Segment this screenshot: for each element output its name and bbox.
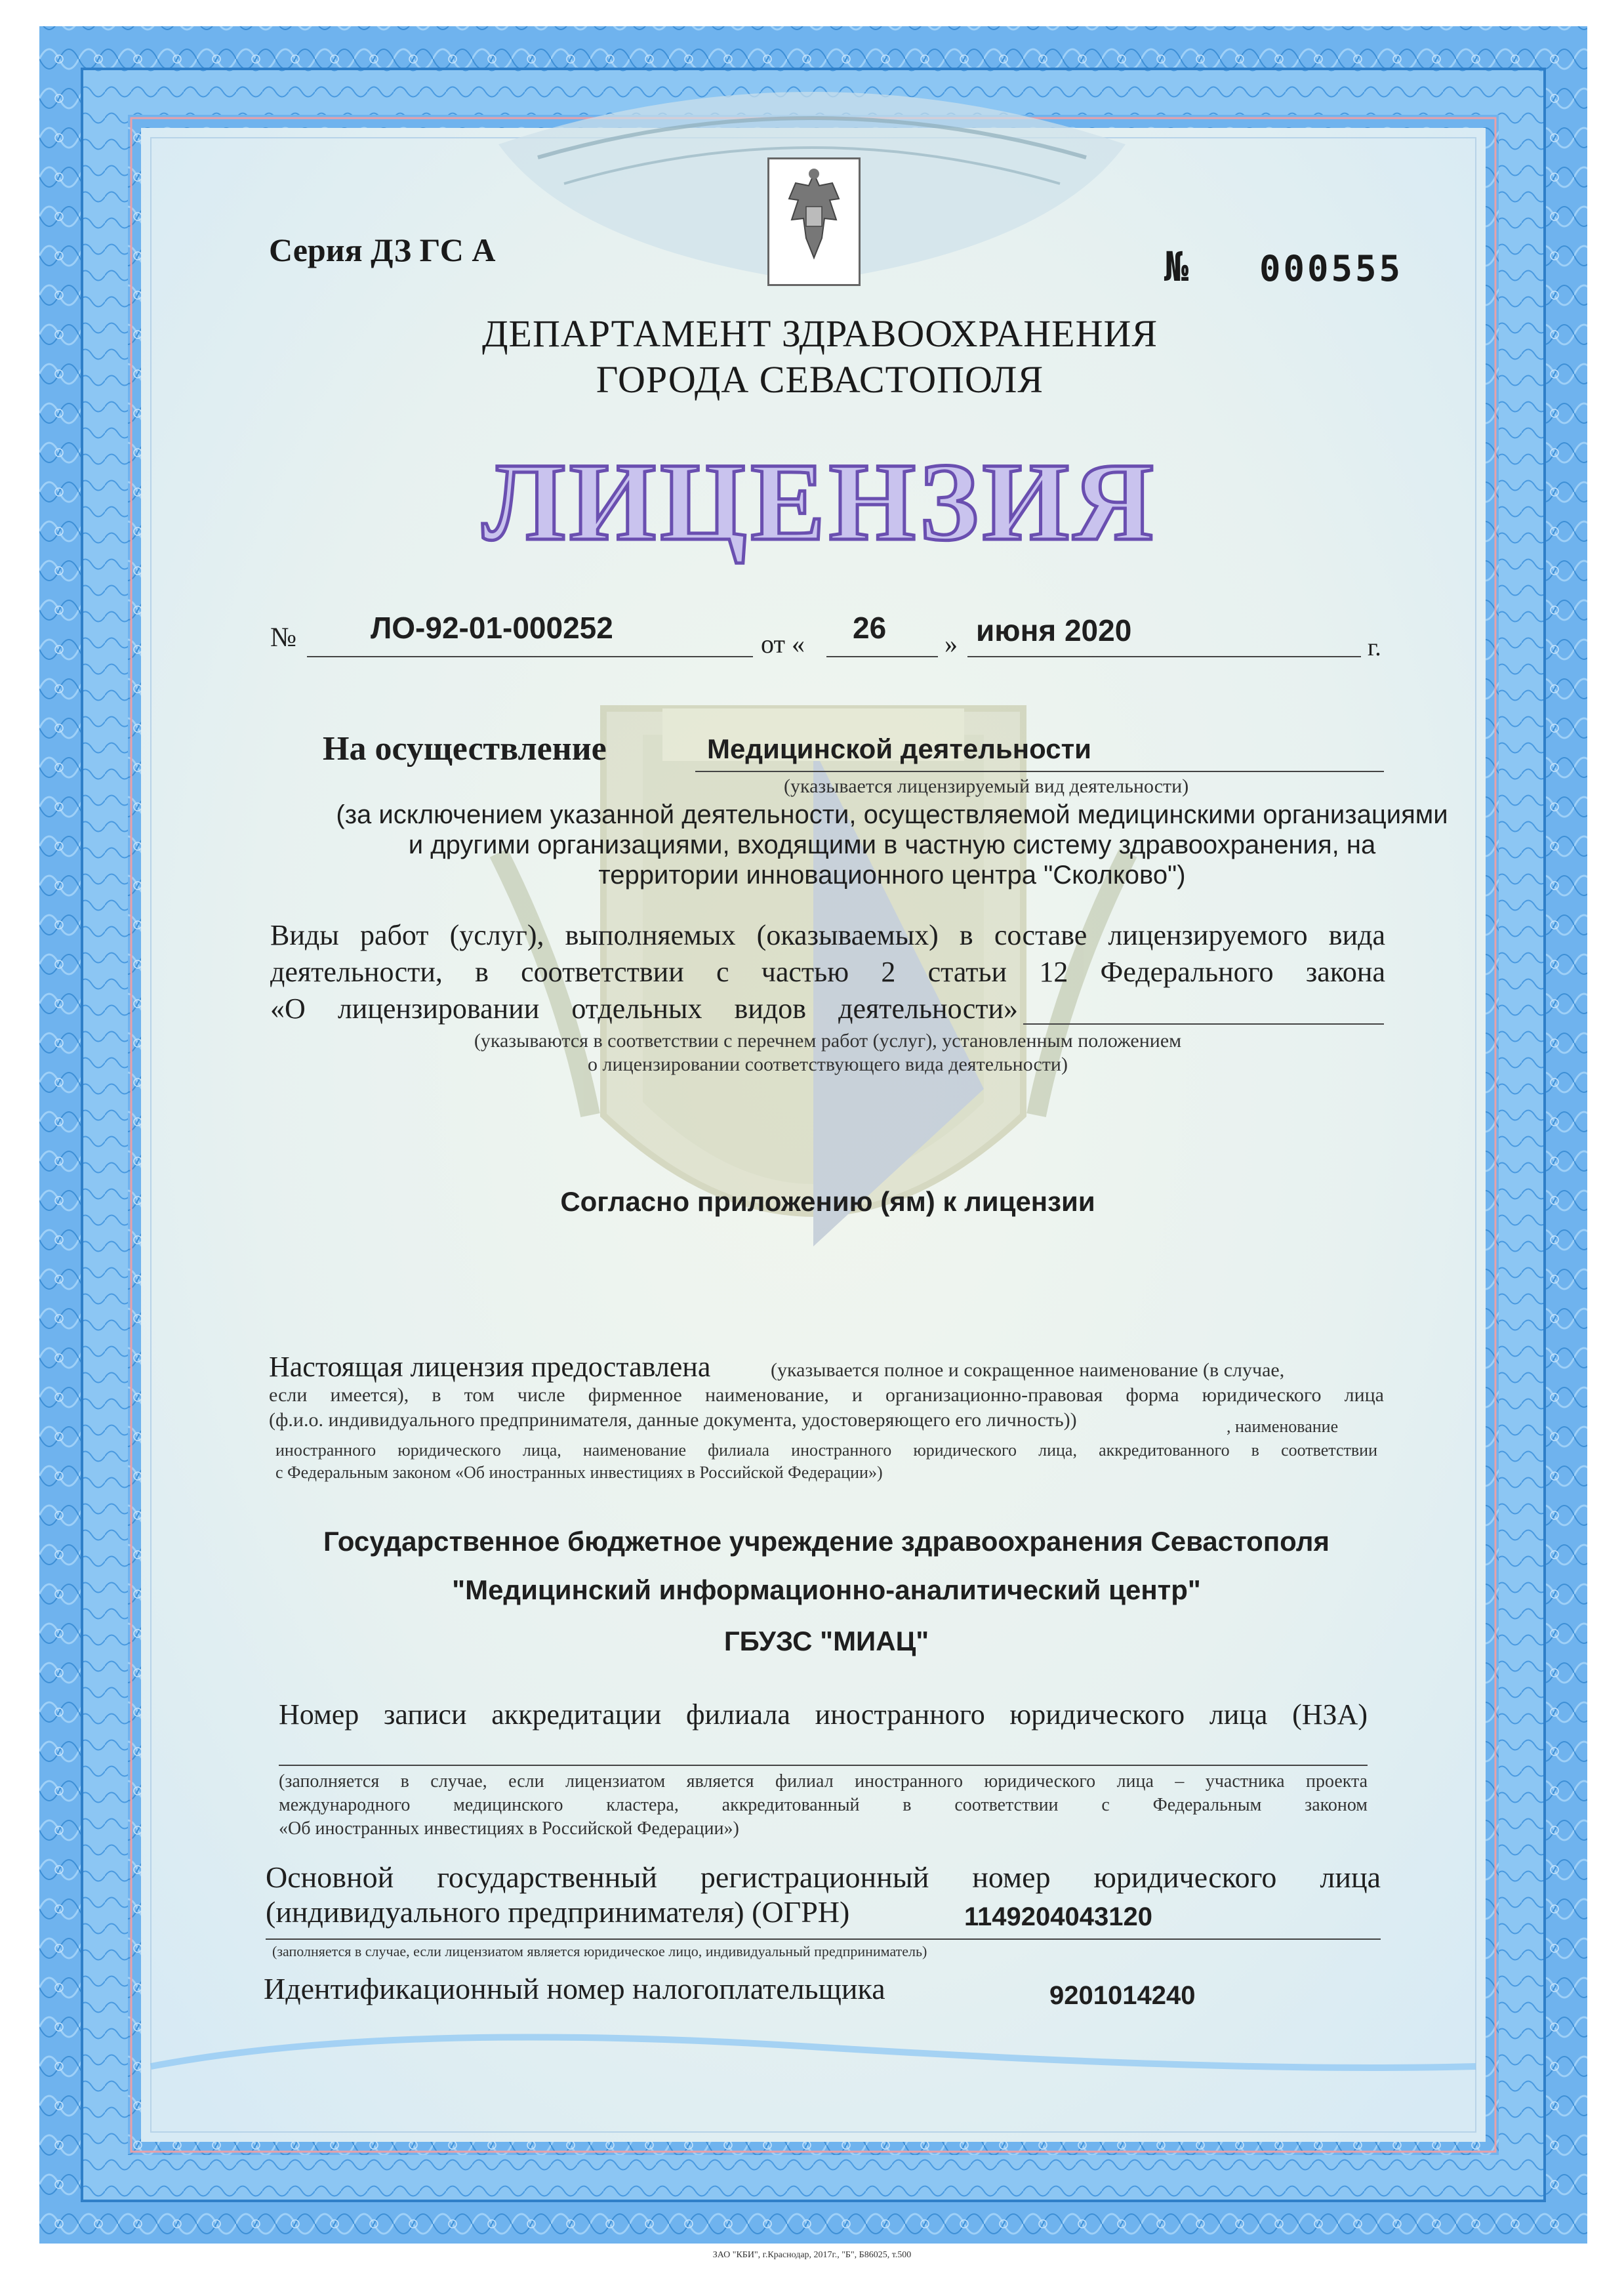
form-number: 000555 [1259, 248, 1404, 289]
license-date-line [967, 656, 1361, 657]
license-month-year: июня 2020 [976, 613, 1132, 647]
inn-label: Идентификационный номер налогоплательщика [264, 1972, 885, 2005]
activity-label: На осуществление [323, 730, 607, 768]
license-day-line [826, 656, 938, 657]
series-label: Серия ДЗ ГС А [269, 232, 496, 268]
document-title: ЛИЦЕНЗИЯ [482, 440, 1158, 564]
license-day: 26 [853, 611, 887, 645]
ogrn-value: 1149204043120 [964, 1902, 1152, 1931]
inn-value: 9201014240 [1049, 1981, 1196, 2010]
license-year-suffix: г. [1368, 634, 1381, 661]
activity-hint: (указывается лицензируемый вид деятельности) [784, 775, 1189, 797]
works-text-line3: «О лицензировании отдельных видов деятельности» [270, 993, 1018, 1025]
ogrn-label-line1: Основной государственный регистрационный номер юридического лица [266, 1860, 1381, 1894]
grantee-hint-line4: иностранного юридического лица, наименование филиала иностранного юридического лица, аккредитованного в соответствии [275, 1441, 1377, 1460]
license-no-line [307, 656, 753, 657]
works-line [1023, 1023, 1384, 1025]
grantee-hint-line5: с Федеральным законом «Об иностранных инвестициях в Российской Федерации») [275, 1463, 883, 1482]
works-hint-line2: о лицензировании соответствующего вида деятельности) [588, 1054, 1068, 1075]
works-hint-line1: (указываются в соответствии с перечнем работ (услуг), установленным положением [474, 1030, 1182, 1052]
license-from-label: от « [761, 629, 805, 659]
license-no-value: ЛО-92-01-000252 [371, 611, 613, 645]
ogrn-line [266, 1938, 1381, 1940]
coat-of-arms [767, 157, 861, 286]
activity-exclusion-line1: (за исключением указанной деятельности, осуществляемой медицинскими организациями [336, 800, 1448, 829]
printer-footer: ЗАО "КБИ", г.Краснодар, 2017г., "Б", Б86025, т.500 [712, 2250, 912, 2260]
activity-value: Медицинской деятельности [707, 733, 1091, 764]
grantee-name-line2: "Медицинский информационно-аналитический центр" [452, 1574, 1201, 1605]
nza-hint-line1: (заполняется в случае, если лицензиатом является филиал иностранного юридического лица – участника проекта [279, 1771, 1368, 1792]
ogrn-hint: (заполняется в случае, если лицензиатом является юридическое лицо, индивидуальный предприниматель) [272, 1943, 927, 1959]
works-text-line1: Виды работ (услуг), выполняемых (оказываемых) в составе лицензируемого вида [270, 919, 1385, 951]
ogrn-label-line2: (индивидуального предпринимателя) (ОГРН) [266, 1895, 850, 1929]
activity-exclusion-line3: территории инновационного центра "Сколково") [598, 861, 1186, 890]
grantee-hint-line1: (указывается полное и сокращенное наименование (в случае, [771, 1359, 1285, 1381]
works-value: Согласно приложению (ям) к лицензии [560, 1186, 1095, 1217]
nza-line [279, 1765, 1368, 1766]
grantee-name-line1: Государственное бюджетное учреждение здравоохранения Севастополя [323, 1526, 1330, 1557]
grantee-hint-line2: если имеется), в том числе фирменное наименование, и организационно-правовая форма юридического лица [269, 1384, 1384, 1406]
department-title-line1: ДЕПАРТАМЕНТ ЗДРАВООХРАНЕНИЯ [481, 312, 1158, 355]
activity-line [695, 771, 1384, 772]
activity-exclusion-line2: и другими организациями, входящими в частную систему здравоохранения, на [408, 830, 1376, 859]
nza-hint-line3: «Об иностранных инвестициях в Российской Федерации») [279, 1818, 739, 1839]
grantee-intro: Настоящая лицензия предоставлена [269, 1351, 711, 1383]
license-quote-close: » [944, 629, 958, 659]
grantee-hint-line3b: , наименование [1227, 1417, 1339, 1436]
grantee-hint-line3: (ф.и.о. индивидуального предпринимателя, данные документа, удостоверяющего его личность)) [269, 1409, 1077, 1431]
department-title-line2: ГОРОДА СЕВАСТОПОЛЯ [596, 358, 1044, 401]
license-no-label: № [270, 623, 297, 653]
grantee-name-line3: ГБУЗС "МИАЦ" [723, 1626, 929, 1656]
works-text-line2: деятельности, в соответствии с частью 2 статьи 12 Федерального закона [270, 956, 1385, 988]
nza-label: Номер записи аккредитации филиала иностранного юридического лица (НЗА) [279, 1698, 1368, 1731]
number-sign: № [1164, 243, 1189, 291]
eagle-icon [769, 159, 859, 284]
nza-hint-line2: международного медицинского кластера, аккредитованный в соответствии с Федеральным законом [279, 1795, 1368, 1815]
